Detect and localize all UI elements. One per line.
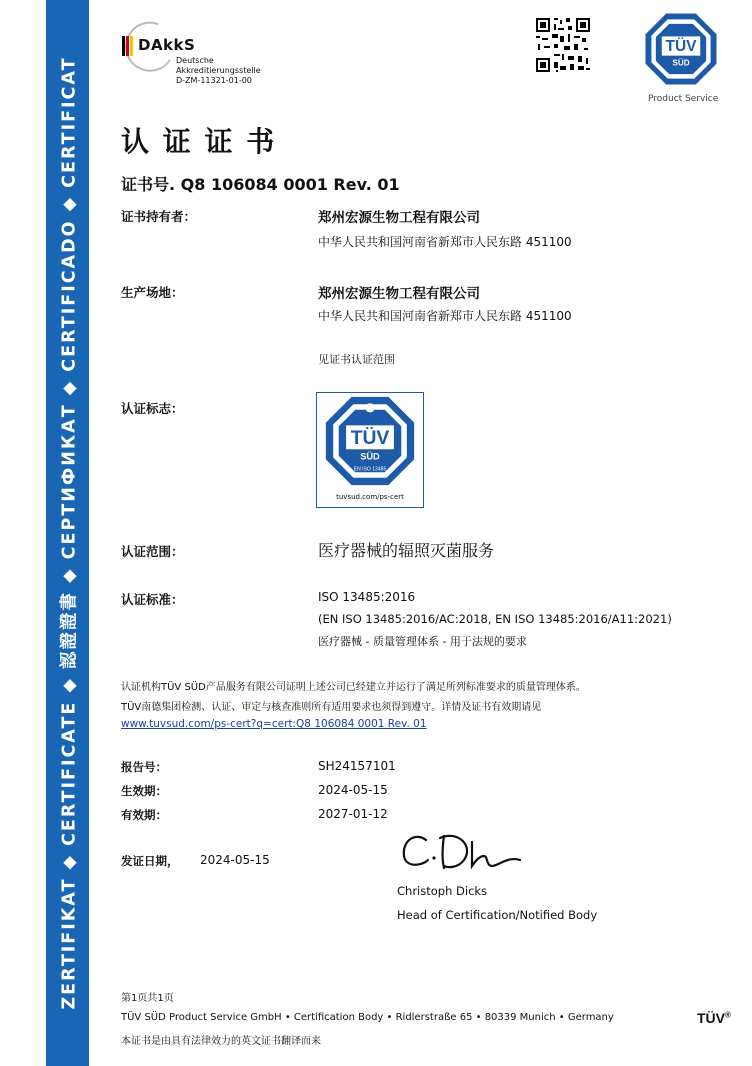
- page-title: 认 证 证 书: [121, 125, 277, 158]
- standard-label: 认证标准：: [121, 592, 184, 607]
- dakks-name: DAkkS: [138, 36, 196, 54]
- footer-page: 第1页共1页: [121, 993, 174, 1004]
- registered-mark-icon: ®: [725, 1010, 731, 1020]
- site-note: 见证书认证范围: [318, 353, 395, 366]
- signature-image: [398, 826, 528, 876]
- signatory-name: Christoph Dicks: [397, 884, 488, 898]
- effective-label: 生效期：: [121, 784, 167, 798]
- holder-name: 郑州宏源生物工程有限公司: [318, 210, 480, 226]
- signatory-title: Head of Certification/Notified Body: [397, 908, 598, 922]
- mark-label: 认证标志：: [121, 401, 184, 416]
- tuv-caption: Product Service: [648, 94, 719, 104]
- footer-tuv-logo: [697, 1010, 731, 1026]
- holder-address: 中华人民共和国河南省新郑市人民东路 451100: [318, 235, 572, 249]
- qr-code: [534, 16, 592, 74]
- dakks-line3: D-ZM-11321-01-00: [176, 76, 252, 85]
- footer-note: 本证书是由具有法律效力的英文证书翻译而来: [121, 1036, 321, 1047]
- dakks-logo: [118, 14, 288, 90]
- scope-label: 认证范围：: [121, 544, 184, 559]
- dakks-line1: Deutsche: [176, 56, 214, 65]
- report-label: 报告号：: [121, 760, 167, 774]
- effective-value: 2024-05-15: [318, 783, 388, 797]
- sidebar-text: ZERTIFIKAT ◆ CERTIFICATE ◆ 認證證書 ◆ СЕРТИФИКАТ ◆ CERTIFICADO ◆ CERTIFICAT: [59, 56, 79, 1010]
- certificate-sidebar: [46, 0, 89, 1066]
- mark-url: tuvsud.com/ps-cert: [336, 493, 404, 501]
- standard-line1: ISO 13485:2016: [318, 590, 416, 604]
- verification-link[interactable]: www.tuvsud.com/ps-cert?q=cert:Q8 106084 0001 Rev. 01: [121, 718, 427, 730]
- statement-line2: TÜV南德集团检测、认证、审定与核查准则所有适用要求也须得到遵守。详情及证书有效期请见: [121, 702, 542, 713]
- report-value: SH24157101: [318, 759, 396, 773]
- svg-text:EN ISO 13485: EN ISO 13485: [353, 466, 387, 473]
- svg-text:SÜD: SÜD: [360, 451, 380, 462]
- scope-value: 医疗器械的辐照灭菌服务: [318, 541, 495, 560]
- issue-value: 2024-05-15: [200, 853, 270, 867]
- site-address: 中华人民共和国河南省新郑市人民东路 451100: [318, 309, 572, 323]
- valid-value: 2027-01-12: [318, 807, 388, 821]
- svg-text:SÜD: SÜD: [672, 58, 690, 68]
- certification-mark: [316, 392, 424, 508]
- statement-line1: 认证机构TÜV SÜD产品服务有限公司证明上述公司已经建立并运行了满足所列标准要求的质量管理体系。: [121, 682, 586, 693]
- footer-address: TÜV SÜD Product Service GmbH • Certification Body • Ridlerstraße 65 • 80339 Munich • Germany: [121, 1012, 614, 1023]
- tuv-sud-logo: [640, 12, 720, 108]
- site-name: 郑州宏源生物工程有限公司: [318, 286, 480, 302]
- footer-logo-text: TÜV: [697, 1010, 725, 1026]
- standard-line3: 医疗器械 - 质量管理体系 - 用于法规的要求: [318, 635, 527, 648]
- svg-text:TÜV: TÜV: [350, 427, 390, 449]
- issue-label: 发证日期，: [121, 854, 179, 868]
- standard-line2: (EN ISO 13485:2016/AC:2018, EN ISO 13485:2016/A11:2021): [318, 612, 672, 626]
- certificate-number: 证书号. Q8 106084 0001 Rev. 01: [121, 175, 400, 194]
- tuv-octagon-icon: [644, 12, 718, 86]
- holder-label: 证书持有者：: [121, 209, 197, 224]
- dakks-line2: Akkreditierungsstelle: [176, 66, 261, 75]
- site-label: 生产场地：: [121, 285, 184, 300]
- svg-text:TÜV: TÜV: [665, 38, 697, 56]
- valid-label: 有效期：: [121, 808, 167, 822]
- tuv-mark-icon: [324, 395, 416, 487]
